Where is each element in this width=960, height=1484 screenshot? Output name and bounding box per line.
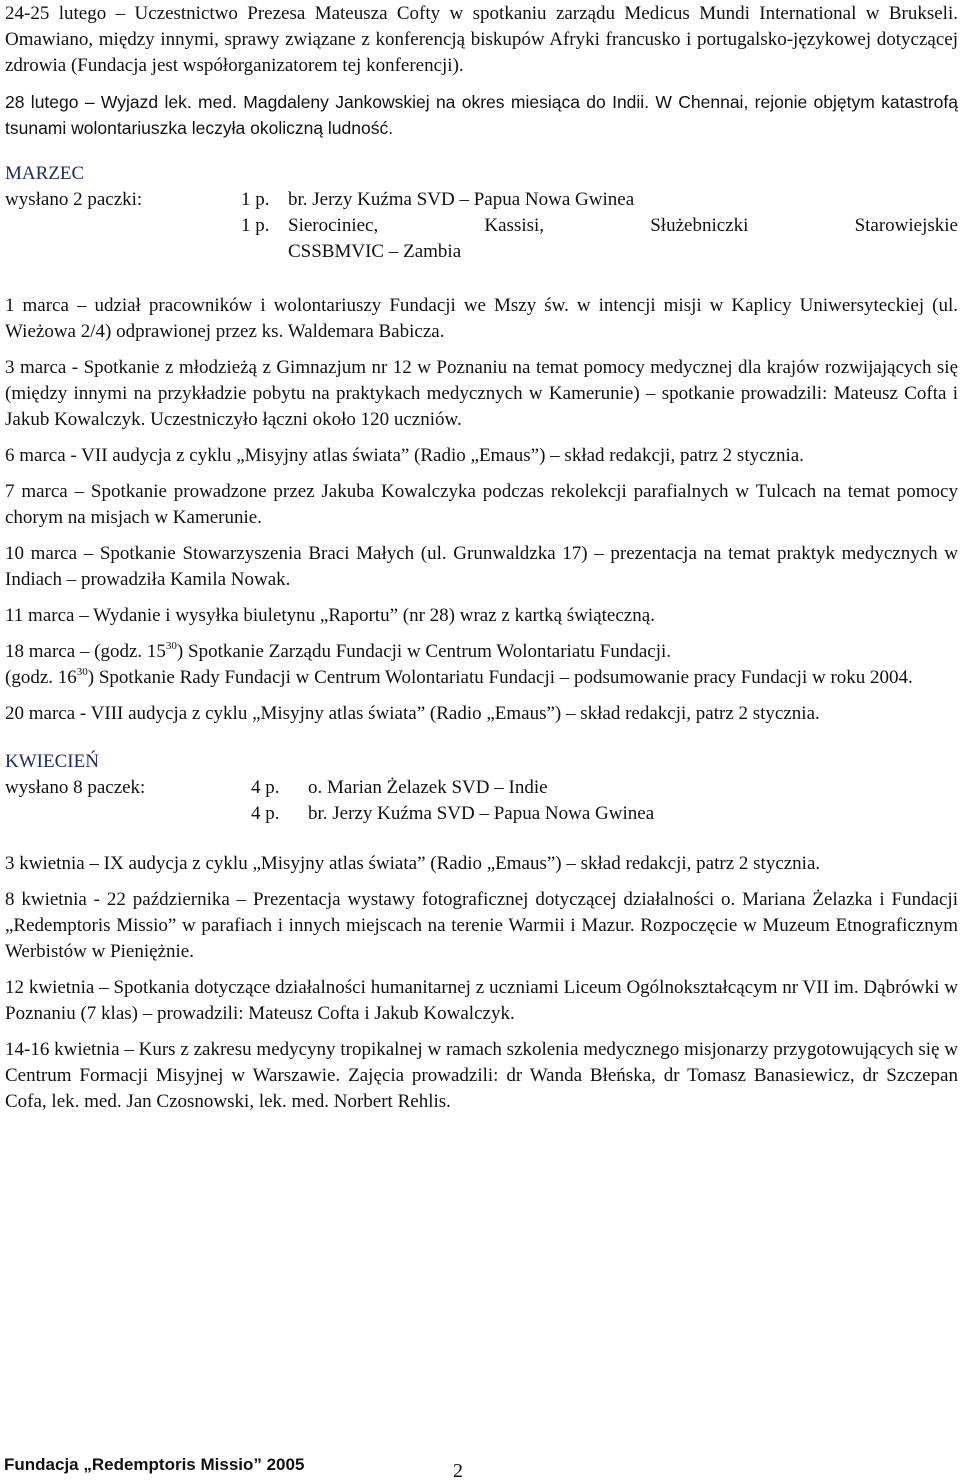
packages-marzec <box>5 187 958 265</box>
entry-mar-6: 6 marca - VII audycja z cyklu „Misyjny atlas świata” (Radio „Emaus”) – skład redakcji, patrz 2 stycznia. <box>5 445 804 466</box>
package-destination: br. Jerzy Kuźma SVD – Papua Nowa Gwinea <box>308 803 655 824</box>
packages-sent-label: wysłano 8 paczek: <box>5 777 146 798</box>
package-destination: br. Jerzy Kuźma SVD – Papua Nowa Gwinea <box>288 189 635 210</box>
entry-mar-7: 7 marca – Spotkanie prowadzone przez Jakuba Kowalczyka podczas rekolekcji parafialnych w Tulcach na temat pomocy chorym na misjach w Kamerunie. <box>5 481 958 528</box>
entry-feb-24-25: 24-25 lutego – Uczestnictwo Prezesa Mateusza Cofty w spotkaniu zarządu Medicus Mundi International w Brukseli. Omawiano, między innymi, sprawy związane z konferencją biskupów Afryki francusko i portugalsko-językowej dotyczącej zdrowia (Fundacja jest współorganizatorem tej konferencji). <box>5 3 958 76</box>
month-heading-marzec: MARZEC <box>5 163 85 184</box>
package-destination: o. Marian Żelazek SVD – Indie <box>308 777 548 798</box>
package-qty: 1 p. <box>241 215 270 236</box>
entry-mar-18: 18 marca – (godz. $15^{30}$) Spotkanie Zarządu Fundacji w Centrum Wolontariatu Fundacji. <box>5 640 672 662</box>
entry-mar-18-rada: (godz. $16^{30}$) Spotkanie Rady Fundacji w Centrum Wolontariatu Fundacji – podsumowanie pracy Fundacji w roku 2004. <box>5 666 913 688</box>
package-qty: 1 p. <box>241 189 270 210</box>
entry-mar-20: 20 marca - VIII audycja z cyklu „Misyjny atlas świata” (Radio „Emaus”) – skład redakcji, patrz 2 stycznia. <box>5 703 820 724</box>
entry-apr-3: 3 kwietnia – IX audycja z cyklu „Misyjny atlas świata” (Radio „Emaus”) – skład redakcji, patrz 2 stycznia. <box>5 853 821 874</box>
entry-mar-3: 3 marca - Spotkanie z młodzieżą z Gimnazjum nr 12 w Poznaniu na temat pomocy medycznej dla krajów rozwijających się (między innymi na przykładzie pobytu na praktykach medycznych w Kamerunie) – spotkanie prowadzili: Mateusz Cofta i Jakub Kowalczyk. Uczestniczyło łączni około 120 uczniów. <box>5 357 958 430</box>
entry-mar-1: 1 marca – udział pracowników i wolontariuszy Fundacji we Mszy św. w intencji misji w Kaplicy Uniwersyteckiej (ul. Wieżowa 2/4) odprawionej przez ks. Waldemara Babicza. <box>5 295 958 342</box>
document-page <box>5 1 958 1125</box>
entry-feb-28: 28 lutego – Wyjazd lek. med. Magdaleny Jankowskiej na okres miesiąca do Indii. W Chennai, rejonie objętym katastrofą tsunami wolontariuszka leczyła okoliczną ludność. <box>5 92 958 138</box>
month-heading-kwiecien: KWIECIEŃ <box>5 751 99 772</box>
packages-sent-label: wysłano 2 paczki: <box>5 189 143 210</box>
entry-mar-10: 10 marca – Spotkanie Stowarzyszenia Braci Małych (ul. Grunwaldzka 17) – prezentacja na temat praktyk medycznych w Indiach – prowadziła Kamila Nowak. <box>5 543 958 590</box>
packages-kwiecien <box>5 775 958 827</box>
package-qty: 4 p. <box>251 777 280 798</box>
package-destination-continued: CSSBMVIC – Zambia <box>288 241 462 262</box>
footer-foundation-name: Fundacja „Redemptoris Missio” 2005 <box>4 1455 305 1474</box>
entry-apr-14-16: 14-16 kwietnia – Kurs z zakresu medycyny tropikalnej w ramach szkolenia medycznego misjonarzy przygotowujących się w Centrum Formacji Misyjnej w Warszawie. Zajęcia prowadzili: dr Wanda Błeńska, dr Tomasz Banasiewicz, dr Szczepan Cofa, lek. med. Jan Czosnowski, lek. med. Norbert Rehlis. <box>5 1039 958 1112</box>
package-qty: 4 p. <box>251 803 280 824</box>
package-destination: Sierociniec, Kassisi, Służebniczki Starowiejskie <box>288 215 958 236</box>
page-number: 2 <box>453 1460 463 1482</box>
entry-mar-11: 11 marca – Wydanie i wysyłka biuletynu „Raportu” (nr 28) wraz z kartką świąteczną. <box>5 605 655 626</box>
entry-apr-8: 8 kwietnia - 22 października – Prezentacja wystawy fotograficznej dotyczącej działalności o. Mariana Żelazka i Fundacji „Redemptoris Missio” w parafiach i innych miejscach na terenie Warmii i Mazur. Rozpoczęcie w Muzeum Etnograficznym Werbistów w Pieniężnie. <box>5 889 958 962</box>
entry-apr-12: 12 kwietnia – Spotkania dotyczące działalności humanitarnej z uczniami Liceum Ogólnokształcącym nr VII im. Dąbrówki w Poznaniu (7 klas) – prowadzili: Mateusz Cofta i Jakub Kowalczyk. <box>5 977 958 1024</box>
